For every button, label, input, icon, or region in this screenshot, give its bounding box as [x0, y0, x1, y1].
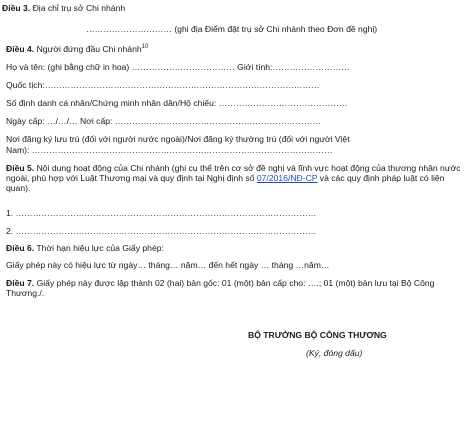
decree-link[interactable]: 07/2016/NĐ-CP	[256, 173, 318, 183]
signature-note: (Ký, đóng dấu)	[306, 348, 363, 358]
issue-date-place-line: Ngày cấp: …/…/… Nơi cấp: ………………………………………………………………	[6, 116, 322, 126]
residence-line-2: Nam): ……………………………………………………………………………………………	[6, 145, 333, 155]
nationality-field-line: Quốc tịch:……………………………………………………………………………………	[6, 80, 320, 90]
article-7-paragraph: Điều 7. Giấy phép này được lập thành 02 (hai) bản gốc: 01 (một) bản cấp cho: ….; 01 (một) bản lưu tại Bộ Công Thương./.	[6, 278, 435, 298]
article-4-heading: Điều 4. Người đứng đầu Chi nhánh$^{10}$	[6, 44, 149, 54]
article-3-heading: Điều 3. Địa chỉ trụ sở Chi nhánh	[2, 3, 126, 13]
id-number-field-line: Số định danh cá nhân/Chứng minh nhân dân/Hộ chiếu: ………………………………………	[6, 98, 348, 108]
article-5-item-2: 2. ……………………………………………………………………………………………	[6, 226, 317, 236]
validity-period-line: Giấy phép này có hiệu lực từ ngày… tháng… năm… đến hết ngày … tháng …năm…	[6, 260, 330, 270]
article-5-paragraph: Điều 5. Nội dung hoạt động của Chi nhánh (ghi cụ thể trên cơ sở đề nghị và lĩnh vực hoạt động của thương nhân nước ngoài, phù hợp với Luật Thương mại và quy định tại Nghị định số 07/2016/NĐ-CP và các quy định pháp luật có liên quan).	[6, 163, 461, 193]
name-field-line: Họ và tên: (ghi bằng chữ in hoa) ……………………………… Giới tính:………………………	[6, 62, 350, 72]
signature-title: BỘ TRƯỞNG BỘ CÔNG THƯƠNG	[248, 330, 387, 340]
article-3-address-line: ………………………… (ghi địa Điểm đặt trụ sở Chi nhánh theo Đơn đề nghị)	[86, 24, 378, 34]
residence-line-1: Nơi đăng ký lưu trú (đối với người nước ngoài)/Nơi đăng ký thường trú (đối với người Việt	[6, 134, 350, 144]
article-6-heading: Điều 6. Thời hạn hiệu lực của Giấy phép:	[6, 243, 164, 253]
article-5-item-1: 1. ……………………………………………………………………………………………	[6, 208, 317, 218]
